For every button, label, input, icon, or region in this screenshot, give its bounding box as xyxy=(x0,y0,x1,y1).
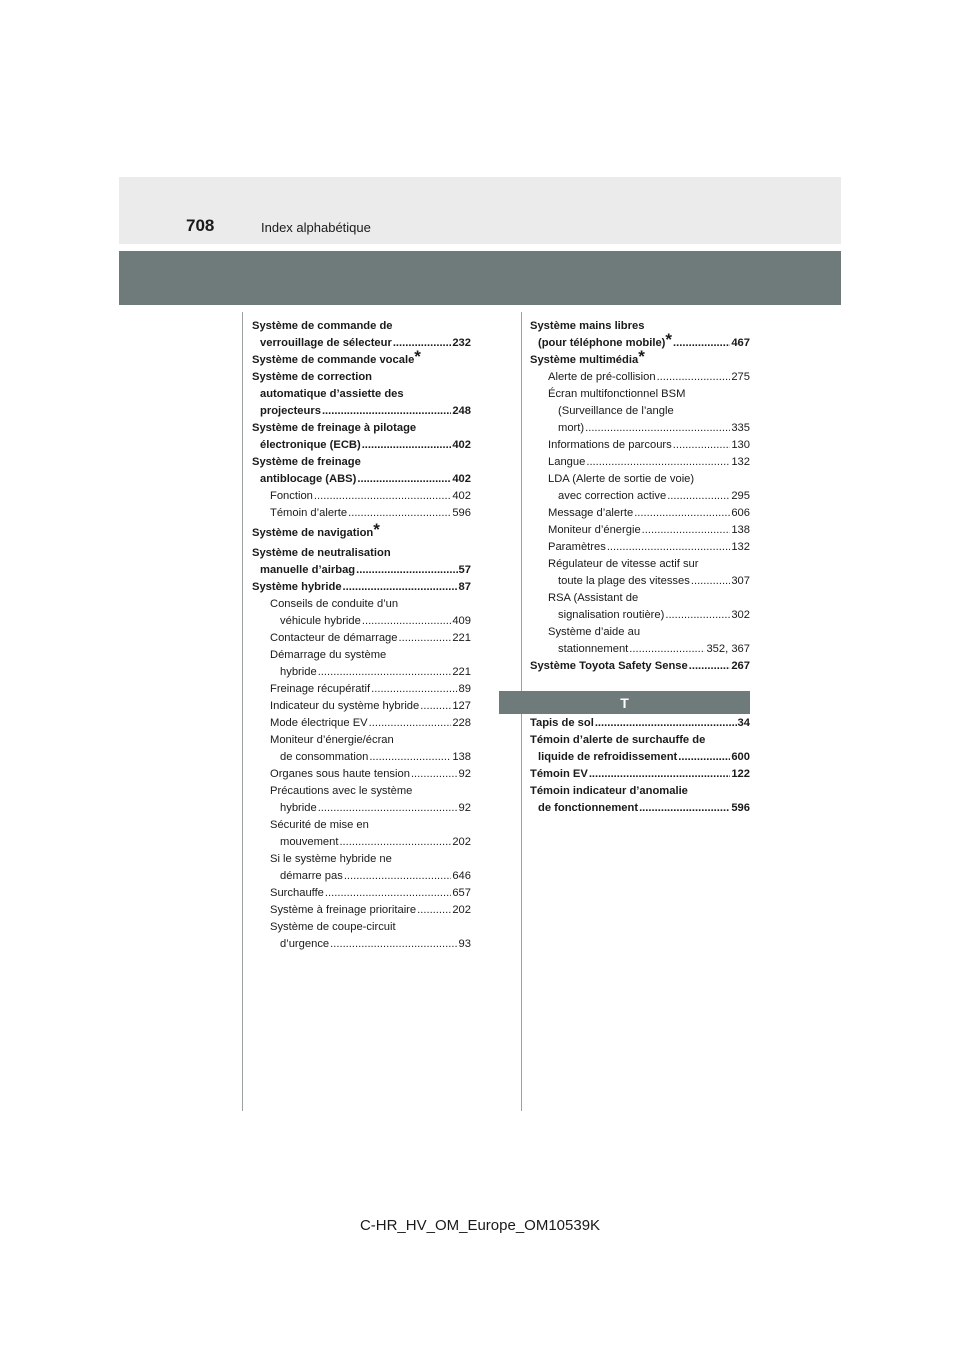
sub-entry xyxy=(252,868,471,885)
sub-entry xyxy=(252,681,471,698)
index-entry xyxy=(530,658,750,675)
entry-text: Système à freinage prioritaire xyxy=(270,904,417,916)
entry-text: Paramètres xyxy=(548,541,606,553)
sub-entry xyxy=(252,630,471,647)
sub-entry xyxy=(530,573,750,590)
index-entry xyxy=(252,545,471,579)
page-ref: 130 xyxy=(731,439,750,451)
page-ref: 302 xyxy=(731,609,750,621)
entry-text: Témoin d’alerte de surchauffe de xyxy=(530,734,706,746)
entry-text: Système de correction xyxy=(252,371,373,383)
sub-entry xyxy=(252,902,471,919)
page-ref: 606 xyxy=(731,507,750,519)
index-entry xyxy=(530,715,750,732)
entry-line xyxy=(530,800,750,817)
page-ref: 646 xyxy=(452,870,471,882)
sub-entry xyxy=(252,715,471,732)
page-ref: 657 xyxy=(452,887,471,899)
entry-text: de consommation xyxy=(280,751,369,763)
entry-text: Système de commande vocale xyxy=(252,354,415,366)
entry-text: Moniteur d’énergie/écran xyxy=(270,734,394,746)
entry-text: (Surveillance de l’angle xyxy=(558,405,674,417)
page-ref: 307 xyxy=(731,575,750,587)
entry-text: stationnement xyxy=(558,643,629,655)
entry-text: Témoin EV xyxy=(530,768,588,780)
sub-entry xyxy=(252,698,471,715)
index-entry xyxy=(252,454,471,522)
page-ref: 335 xyxy=(731,422,750,434)
sub-entry xyxy=(530,437,750,454)
entry-text: Conseils de conduite d’un xyxy=(270,598,399,610)
page-ref: 221 xyxy=(452,632,471,644)
entry-text: Écran multifonctionnel BSM xyxy=(548,388,686,400)
entry-text: Alerte de pré-collision xyxy=(548,371,656,383)
entry-text: avec correction active xyxy=(558,490,667,502)
sub-entry xyxy=(530,420,750,437)
entry-text: Système multimédia xyxy=(530,354,639,366)
index-column-right-t xyxy=(530,715,750,817)
entry-text: Système hybride xyxy=(252,581,342,593)
page-ref: 596 xyxy=(452,507,471,519)
entry-line xyxy=(252,335,471,352)
index-entry xyxy=(252,347,471,369)
sub-entry xyxy=(252,800,471,817)
entry-text: Fonction xyxy=(270,490,313,502)
entry-text: Système de freinage xyxy=(252,456,361,468)
entry-text: Message d’alerte xyxy=(548,507,634,519)
sub-entry xyxy=(252,505,471,522)
page-ref: 221 xyxy=(452,666,471,678)
entry-text: hybride xyxy=(280,666,317,678)
entry-text: antiblocage (ABS) xyxy=(260,473,357,485)
entry-text: (pour téléphone mobile) xyxy=(538,337,666,349)
sub-entry xyxy=(252,488,471,505)
index-entry xyxy=(252,369,471,420)
page-ref: 267 xyxy=(731,660,750,672)
sub-entry xyxy=(530,369,750,386)
asterisk-note: * xyxy=(414,347,421,366)
entry-text: Indicateur du système hybride xyxy=(270,700,420,712)
index-entry xyxy=(252,318,471,352)
entry-text: Système de coupe-circuit xyxy=(270,921,396,933)
entry-text: Système de commande de xyxy=(252,320,393,332)
page-ref: 202 xyxy=(452,904,471,916)
page-ref: 352, 367 xyxy=(706,643,750,655)
page-ref: 402 xyxy=(452,439,471,451)
entry-text: Informations de parcours xyxy=(548,439,672,451)
entry-line xyxy=(530,749,750,766)
section-title: Index alphabétique xyxy=(261,220,371,235)
entry-text: Système Toyota Safety Sense xyxy=(530,660,688,672)
entry-text: Régulateur de vitesse actif sur xyxy=(548,558,699,570)
sub-entry xyxy=(252,834,471,851)
page-ref: 57 xyxy=(458,564,471,576)
entry-text: Système de freinage à pilotage xyxy=(252,422,417,434)
page-ref: 402 xyxy=(452,473,471,485)
index-column-left xyxy=(252,318,471,953)
entry-text: automatique d’assiette des xyxy=(260,388,404,400)
page-ref: 127 xyxy=(452,700,471,712)
sub-entry xyxy=(252,664,471,681)
entry-text: Freinage récupératif xyxy=(270,683,371,695)
page-number: 708 xyxy=(186,216,215,235)
entry-text: Contacteur de démarrage xyxy=(270,632,398,644)
entry-text: Système de neutralisation xyxy=(252,547,391,559)
sub-entry xyxy=(530,488,750,505)
entry-text: Système de navigation xyxy=(252,527,374,539)
sub-entry xyxy=(530,454,750,471)
page-ref: 89 xyxy=(458,683,471,695)
entry-line xyxy=(252,579,471,596)
entry-line xyxy=(252,403,471,420)
page-ref: 132 xyxy=(731,456,750,468)
entry-text: liquide de refroidissement xyxy=(538,751,678,763)
entry-text: mouvement xyxy=(280,836,339,848)
page-ref: 409 xyxy=(452,615,471,627)
asterisk-note: * xyxy=(638,347,645,366)
entry-line xyxy=(252,437,471,454)
entry-text: projecteurs xyxy=(260,405,321,417)
entry-text: Témoin d’alerte xyxy=(270,507,348,519)
sub-entry xyxy=(252,766,471,783)
page-ref: 87 xyxy=(458,581,471,593)
asterisk-note: * xyxy=(665,330,673,349)
header-dark-band xyxy=(119,251,841,305)
page-ref: 402 xyxy=(452,490,471,502)
page-ref: 92 xyxy=(458,768,471,780)
entry-text: Démarrage du système xyxy=(270,649,387,661)
entry-text: d’urgence xyxy=(280,938,330,950)
entry-text: Si le système hybride ne xyxy=(270,853,392,865)
page-ref: 92 xyxy=(458,802,471,814)
entry-text: LDA (Alerte de sortie de voie) xyxy=(548,473,695,485)
entry-text: Langue xyxy=(548,456,586,468)
entry-text: Témoin indicateur d’anomalie xyxy=(530,785,688,797)
page-ref: 275 xyxy=(731,371,750,383)
page-ref: 93 xyxy=(458,938,471,950)
sub-entry xyxy=(530,607,750,624)
entry-text: électronique (ECB) xyxy=(260,439,361,451)
entry-text: hybride xyxy=(280,802,317,814)
page-ref: 138 xyxy=(452,751,471,763)
page-ref: 600 xyxy=(731,751,750,763)
page-ref: 596 xyxy=(731,802,750,814)
header-band xyxy=(119,177,841,244)
entry-text: Surchauffe xyxy=(270,887,324,899)
entry-text: véhicule hybride xyxy=(280,615,361,627)
asterisk-note: * xyxy=(373,520,380,539)
entry-text: Système d’aide au xyxy=(548,626,641,638)
sub-entry xyxy=(252,936,471,953)
entry-text: manuelle d’airbag xyxy=(260,564,356,576)
entry-text: mort) xyxy=(558,422,585,434)
index-entry xyxy=(252,520,471,542)
entry-text: toute la plage des vitesses xyxy=(558,575,690,587)
entry-text: de fonctionnement xyxy=(538,802,639,814)
page-ref: 34 xyxy=(737,717,750,729)
sub-entry xyxy=(530,539,750,556)
entry-text: RSA (Assistant de xyxy=(548,592,639,604)
page-ref: 138 xyxy=(731,524,750,536)
index-entry xyxy=(252,420,471,454)
sub-entry xyxy=(252,749,471,766)
sub-entry xyxy=(530,522,750,539)
entry-text: Organes sous haute tension xyxy=(270,768,410,780)
entry-text: Tapis de sol xyxy=(530,717,594,729)
page-ref: 295 xyxy=(731,490,750,502)
page-ref: 228 xyxy=(452,717,471,729)
sub-entry xyxy=(252,885,471,902)
index-entry xyxy=(530,766,750,783)
document-footer-code: C-HR_HV_OM_Europe_OM10539K xyxy=(359,1217,601,1234)
entry-text: signalisation routière) xyxy=(558,609,665,621)
page-ref: 232 xyxy=(452,337,471,349)
entry-text: Système mains libres xyxy=(530,320,645,332)
sub-entry xyxy=(530,641,750,658)
index-column-right xyxy=(530,318,750,675)
index-entry xyxy=(252,579,471,953)
entry-text: Moniteur d’énergie xyxy=(548,524,641,536)
index-entry xyxy=(530,347,750,658)
index-entry xyxy=(530,732,750,766)
entry-line xyxy=(530,347,750,369)
entry-line xyxy=(252,562,471,579)
entry-text: Précautions avec le système xyxy=(270,785,413,797)
letter-section-header: T xyxy=(499,691,750,714)
entry-text: verrouillage de sélecteur xyxy=(260,337,392,349)
page-ref: 202 xyxy=(452,836,471,848)
index-entry xyxy=(530,783,750,817)
entry-text: démarre pas xyxy=(280,870,343,882)
entry-text: Sécurité de mise en xyxy=(270,819,369,831)
entry-line xyxy=(252,471,471,488)
page-ref: 248 xyxy=(452,405,471,417)
sub-entry xyxy=(530,505,750,522)
sub-entry xyxy=(252,613,471,630)
column-divider-left xyxy=(242,312,243,1111)
page-ref: 122 xyxy=(731,768,750,780)
entry-text: Mode électrique EV xyxy=(270,717,368,729)
page-ref: 132 xyxy=(731,541,750,553)
page-ref: 467 xyxy=(731,337,750,349)
